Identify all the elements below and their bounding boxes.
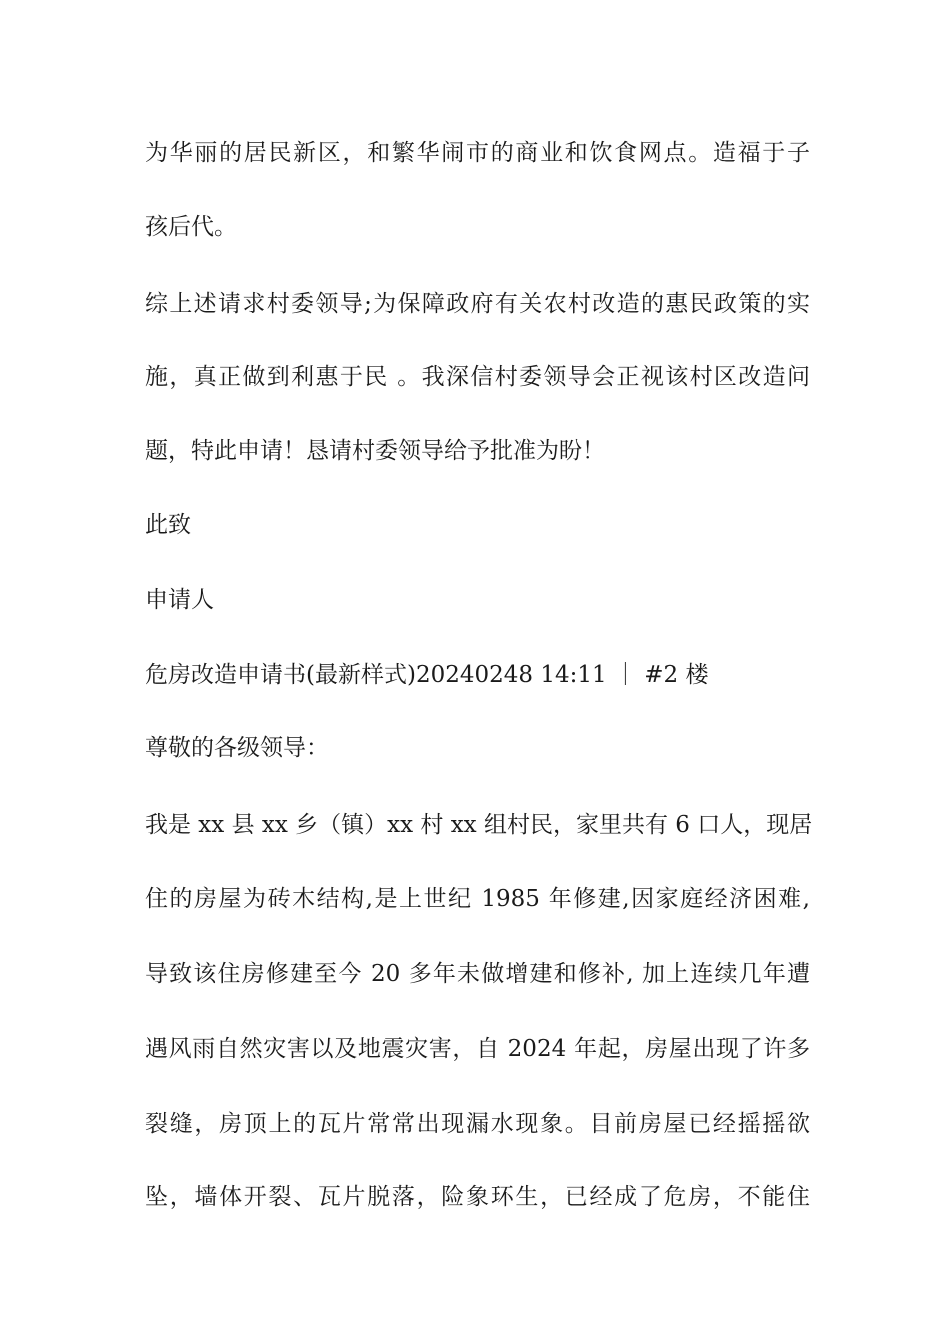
paragraph-line: 坠，墙体开裂、瓦片脱落，险象环生，已经成了危房，不能住 (145, 1184, 810, 1210)
greeting: 尊敬的各级领导： (145, 735, 329, 761)
paragraph-line: 为华丽的居民新区，和繁华闹市的商业和饮食网点。造福于子 (145, 140, 810, 166)
paragraph-line: 住的房屋为砖木结构,是上世纪 1985 年修建,因家庭经济困难, (145, 886, 810, 912)
paragraph-line: 题，特此申请！恳请村委领导给予批准为盼！ (145, 438, 605, 464)
applicant-label: 申请人 (145, 587, 214, 613)
post-header: 危房改造申请书(最新样式)20240248 14:11 ｜ #2 楼 (145, 662, 709, 688)
paragraph-line: 施，真正做到利惠于民 。我深信村委领导会正视该村区改造问 (145, 364, 810, 390)
paragraph-line: 我是 xx 县 xx 乡（镇）xx 村 xx 组村民，家里共有 6 口人，现居 (145, 812, 813, 838)
closing-salutation: 此致 (145, 512, 191, 538)
paragraph-line: 综上述请求村委领导;为保障政府有关农村改造的惠民政策的实 (145, 291, 810, 317)
paragraph-line: 孩后代。 (145, 214, 237, 240)
paragraph-line: 遇风雨自然灾害以及地震灾害，自 2024 年起，房屋出现了许多 (145, 1036, 810, 1062)
paragraph-line: 导致该住房修建至今 20 多年未做增建和修补, 加上连续几年遭 (145, 961, 810, 987)
paragraph-line: 裂缝，房顶上的瓦片常常出现漏水现象。目前房屋已经摇摇欲 (145, 1111, 810, 1137)
